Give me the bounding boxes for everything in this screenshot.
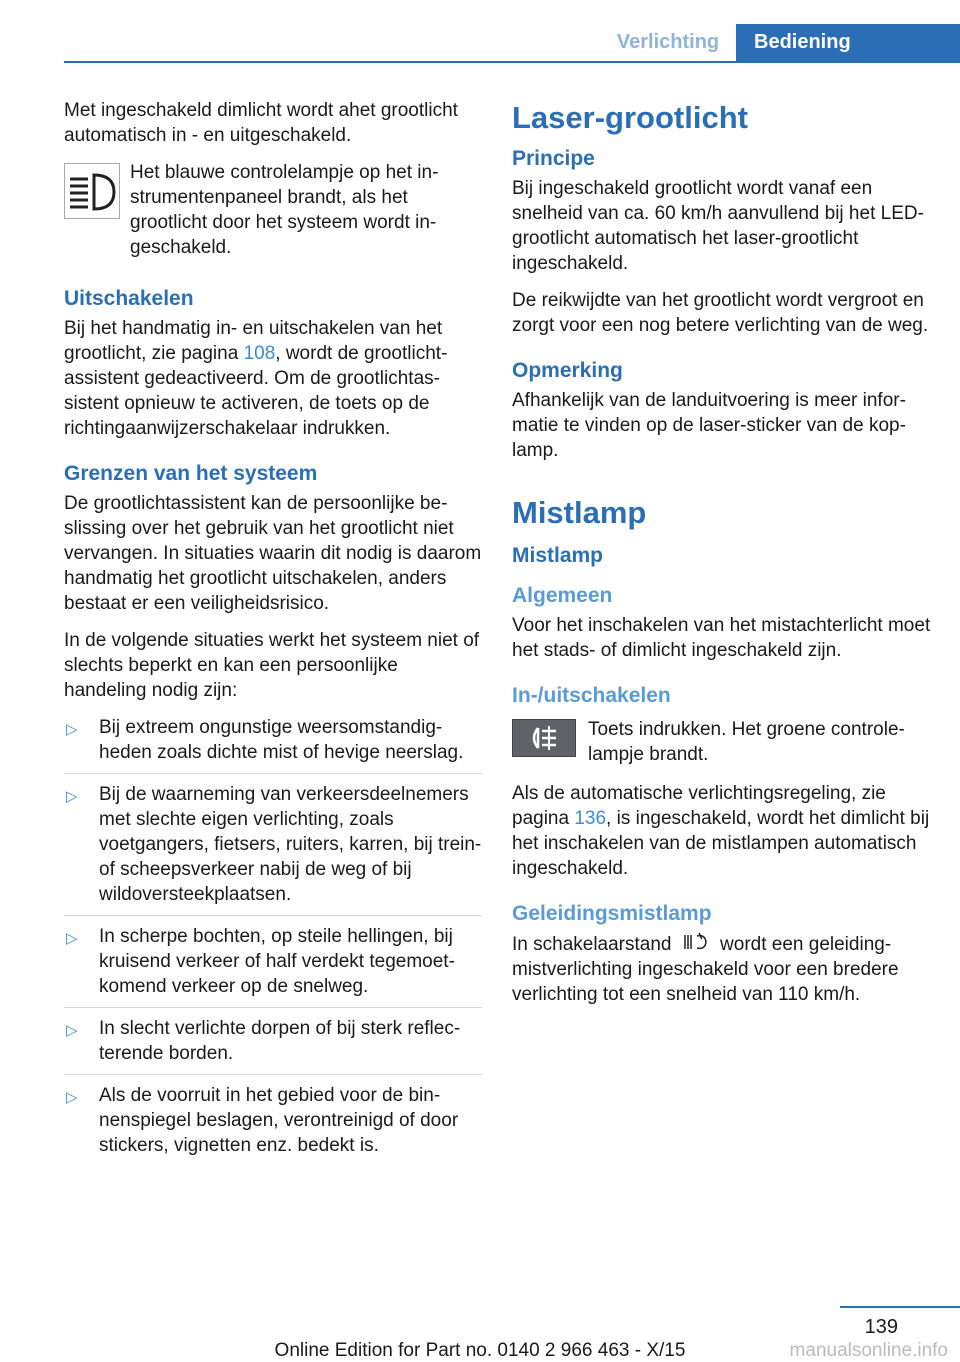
bullet-triangle-icon: ▷	[66, 1089, 78, 1106]
footer-edition: Online Edition for Part no. 0140 2 966 463 - X/15	[274, 1340, 686, 1361]
heading-grenzen: Grenzen van het systeem	[64, 462, 318, 485]
subheading-mistlamp: Mistlamp	[512, 544, 604, 567]
paragraph-principe-1: Bij ingeschakeld grootlicht wordt vanaf een snelheid van ca. 60 km/h aanvullend bij het LED-grootlicht automatisch het laser-grootlicht ingeschakeld.	[512, 178, 924, 274]
auto-text-b: , is ingeschakeld, wordt het dimlicht bij het inschakelen van de mistlampen automatisch ingeschakeld.	[512, 808, 930, 879]
footer-rule	[840, 1306, 960, 1308]
heading-in-uitschakelen: In-/uitschakelen	[512, 684, 671, 707]
right-column	[512, 98, 932, 1019]
list-item	[64, 773, 482, 915]
paragraph-opmerking: Afhankelijk van de landuitvoering is meer informatie te vinden op de laser-sticker van de koplamp.	[512, 390, 906, 461]
paragraph-principe-2: De reikwijdte van het grootlicht wordt vergroot en zorgt voor een nog betere verlichting van de weg.	[512, 290, 929, 336]
heading-laser-grootlicht: Laser-grootlicht	[512, 100, 748, 135]
list-item	[64, 715, 482, 773]
rear-fog-button-icon	[512, 719, 576, 757]
bullet-triangle-icon: ▷	[66, 930, 78, 947]
paragraph-uitschakelen	[64, 316, 482, 441]
list-item	[64, 1007, 482, 1074]
uitschakelen-text-a: Bij het handmatig in- en uitschakelen van het grootlicht, zie pagina	[64, 318, 443, 364]
paragraph-grenzen-1: De grootlichtassistent kan de persoonlijke beslissing over het gebruik van het grootlicht niet vervangen. In situaties waarin dit nodig is daarom handmatig het grootlicht uitschakelen, anders bestaat er een veiligheidsrisico.	[64, 493, 482, 614]
high-beam-note-text: Het blauwe controlelampje op het instrumentenpaneel brandt, als het grootlicht door het systeem wordt ingeschakeld.	[130, 162, 439, 258]
paragraph-geleiding	[512, 931, 932, 1007]
header-rule	[64, 61, 960, 63]
geleiding-text-a: In schakelaarstand	[512, 934, 677, 955]
geleiding-text-b: wordt een geleidingmistverlichting ingeschakeld voor een bredere verlichting tot een snelheid van 110 km/h.	[512, 934, 899, 1005]
heading-mistlamp: Mistlamp	[512, 495, 647, 530]
heading-algemeen: Algemeen	[512, 584, 613, 607]
bullet-triangle-icon: ▷	[66, 721, 78, 738]
list-item-text: In slecht verlichte dorpen of bij sterk reflecterende borden.	[99, 1018, 461, 1064]
list-item	[64, 1074, 482, 1166]
fog-button-note	[512, 717, 932, 767]
paragraph-auto-lighting	[512, 781, 932, 881]
heading-opmerking: Opmerking	[512, 359, 623, 382]
heading-uitschakelen: Uitschakelen	[64, 287, 194, 310]
heading-principe: Principe	[512, 147, 595, 170]
bullet-triangle-icon: ▷	[66, 788, 78, 805]
list-item-text: In scherpe bochten, op steile hellingen, bij kruisend verkeer of half verdekt tegemoetkomend verkeer op de snelweg.	[99, 926, 455, 997]
list-item-text: Bij extreem ongunstige weersomstandigheden zoals dichte mist of hevige neerslag.	[99, 717, 464, 763]
page-link-108[interactable]: 108	[243, 343, 276, 364]
watermark: manualsonline.info	[789, 1340, 948, 1361]
heading-geleidingsmistlamp: Geleidingsmistlamp	[512, 902, 712, 925]
paragraph-grenzen-2: In de volgende situaties werkt het systeem niet of slechts beperkt en kan een persoonlijke handeling nodig zijn:	[64, 630, 480, 701]
uitschakelen-text-b: , wordt de grootlichtassistent gedeactiveerd. Om de grootlichtassistent opnieuw te activeren, de toets op de richtingaanwijzerschakelaar indrukken.	[64, 343, 448, 439]
paragraph-auto-high-beam: Met ingeschakeld dimlicht wordt ahet grootlicht automatisch in - en uitgeschakeld.	[64, 100, 458, 146]
list-item	[64, 915, 482, 1007]
bullet-triangle-icon: ▷	[66, 1022, 78, 1039]
left-column	[64, 98, 482, 1174]
high-beam-note	[64, 160, 482, 260]
high-beam-assist-icon	[64, 163, 120, 219]
paragraph-algemeen: Voor het inschakelen van het mistachterlicht moet het stads- of dimlicht ingeschakeld zijn.	[512, 615, 931, 661]
page-number: 139	[864, 1316, 898, 1338]
page-link-136[interactable]: 136	[574, 808, 607, 829]
limitations-list	[64, 715, 482, 1166]
header-tab-chapter: Bediening	[736, 24, 960, 61]
auto-text-a: Als de automatische verlichtingsregeling, zie pagina	[512, 783, 886, 829]
list-item-text: Als de voorruit in het gebied voor de binnenspiegel beslagen, verontreinigd of door stickers, vignetten enz. bedekt is.	[99, 1085, 459, 1156]
header-tab-section: Verlichting	[600, 24, 736, 61]
guide-fog-switch-icon	[679, 931, 713, 951]
list-item-text: Bij de waarneming van verkeersdeelnemers met slechte eigen verlichting, zoals voetgangers, fietsers, ruiters, karren, bij trein- of scheepsverkeer nabij de weg of bij wildoversteekplaatsen.	[99, 784, 482, 905]
fog-button-note-text: Toets indrukken. Het groene controlelampje brandt.	[588, 719, 905, 765]
